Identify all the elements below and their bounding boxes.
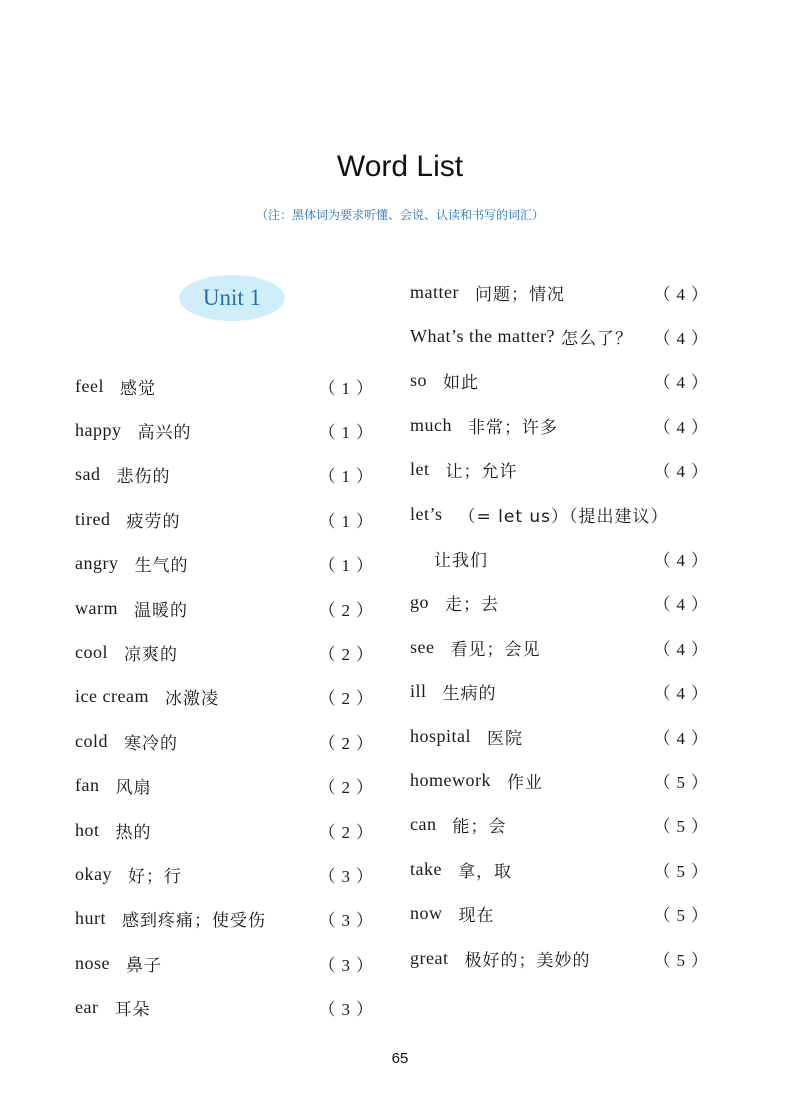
lesson-number: （2） [318,778,379,798]
word-english: What’s the matter? [410,326,555,347]
word-english: homework [410,769,491,790]
word-english: let [410,459,430,480]
word-entry [410,670,720,714]
lesson-number: （4） [653,284,714,304]
word-english: so [410,370,428,391]
word-chinese: 医院 [487,728,523,749]
word-entry [75,497,385,541]
word-entry [410,492,720,536]
lesson-number: （4） [653,595,714,615]
lesson-number: （2） [318,600,379,620]
vocabulary-note: （注：黑体词为要求听懂、会说、认读和书写的词汇） [255,208,544,222]
word-english: tired [75,508,111,529]
lesson-number: （2） [318,822,379,842]
page-number: 65 [391,1050,409,1067]
word-chinese: 现在 [458,906,495,927]
word-english: cool [75,642,108,663]
lesson-number: （5） [653,817,714,837]
lesson-number: （3） [318,866,379,886]
lesson-number: （1） [318,378,379,398]
word-entry [410,270,720,314]
word-chinese: 作业 [506,772,543,793]
word-english: ill [410,681,427,702]
lesson-number: （2） [318,689,379,709]
lesson-number: （5） [653,950,714,970]
word-chinese: 寒冷的 [124,733,178,754]
word-entry [75,542,385,586]
word-entry [75,453,385,497]
lesson-number: （5） [653,861,714,881]
word-chinese: 问题；情况 [474,284,565,305]
lesson-number: （5） [653,772,714,792]
word-entry [410,714,720,758]
word-entry [410,581,720,625]
word-chinese: 悲伤的 [116,467,171,488]
word-entry [75,630,385,674]
word-english: warm [75,597,118,618]
word-english: ear [75,997,99,1018]
word-chinese: 感觉 [119,378,156,399]
word-chinese: 如此 [443,373,480,394]
word-chinese: 让我们 [434,551,488,572]
word-english: hurt [75,908,106,929]
word-english: ice cream [75,686,149,707]
word-entry [75,364,385,408]
word-english: can [410,814,437,835]
lesson-number: （1） [318,467,379,487]
page-title: Word List [336,150,464,183]
word-chinese: （= let us）（提出建议） [458,506,669,527]
word-english: happy [75,420,122,441]
word-chinese: 温暖的 [133,600,188,621]
lesson-number: （4） [653,551,714,571]
word-entry [410,803,720,847]
lesson-number: （4） [653,684,714,704]
word-entry [75,808,385,852]
word-entry [75,852,385,896]
word-english: feel [75,375,104,396]
lesson-number: （4） [653,639,714,659]
word-chinese: 走；去 [445,595,499,616]
unit-badge [179,275,285,321]
word-chinese: 看见；会见 [450,639,541,660]
word-chinese: 好；行 [128,866,182,887]
word-entry [75,985,385,1029]
word-english: hospital [410,725,471,746]
right-word-column [410,270,720,980]
lesson-number: （1） [318,423,379,443]
word-english: let’s [410,503,443,524]
word-entry [410,847,720,891]
lesson-number: （4） [653,329,714,349]
lesson-number: （3） [318,1000,379,1020]
word-english: matter [410,281,459,302]
word-english: see [410,636,435,657]
word-entry [410,625,720,669]
word-chinese: 风扇 [115,778,152,799]
lesson-number: （4） [653,728,714,748]
word-chinese: 冰激凌 [164,689,219,710]
word-entry [75,941,385,985]
word-english: take [410,858,442,879]
left-word-column [75,364,385,1030]
word-chinese: 生气的 [134,556,189,577]
word-entry [75,719,385,763]
lesson-number: （3） [318,955,379,975]
word-english: angry [75,553,119,574]
word-chinese: 疲劳的 [126,511,181,532]
word-english: sad [75,464,101,485]
word-chinese: 拿，取 [457,861,512,882]
word-entry [75,408,385,452]
word-english: hot [75,819,100,840]
word-entry [410,936,720,980]
word-english: cold [75,730,108,751]
word-entry [410,403,720,447]
word-chinese: 能；会 [452,817,507,838]
unit-label: Unit 1 [202,285,262,310]
lesson-number: （2） [318,733,379,753]
word-chinese: 非常；许多 [468,417,558,438]
word-chinese: 极好的；美妙的 [464,950,591,971]
word-chinese: 凉爽的 [124,645,178,666]
word-chinese: 让；允许 [445,462,518,483]
word-english: go [410,592,429,613]
lesson-number: （3） [318,911,379,931]
word-entry-continuation [410,536,720,580]
word-chinese: 怎么了？ [560,329,633,350]
word-entry [75,586,385,630]
word-english: great [410,947,449,968]
lesson-number: （1） [318,511,379,531]
word-entry [75,675,385,719]
lesson-number: （4） [653,417,714,437]
word-english: okay [75,863,112,884]
word-entry [410,448,720,492]
word-english: nose [75,952,110,973]
word-chinese: 耳朵 [114,1000,151,1021]
lesson-number: （2） [318,645,379,665]
word-english: fan [75,775,100,796]
phrase-entry [410,314,720,358]
word-chinese: 鼻子 [126,955,162,976]
word-entry [75,764,385,808]
word-entry [410,359,720,403]
word-chinese: 高兴的 [137,423,192,444]
word-chinese: 生病的 [442,684,497,705]
word-chinese: 热的 [115,822,152,843]
lesson-number: （4） [653,373,714,393]
word-entry [75,897,385,941]
word-english: much [410,414,452,435]
lesson-number: （1） [318,556,379,576]
word-english: now [410,903,443,924]
word-chinese: 感到疼痛；使受伤 [122,911,266,932]
word-entry [410,758,720,802]
word-entry [410,891,720,935]
lesson-number: （4） [653,462,714,482]
lesson-number: （5） [653,906,714,926]
